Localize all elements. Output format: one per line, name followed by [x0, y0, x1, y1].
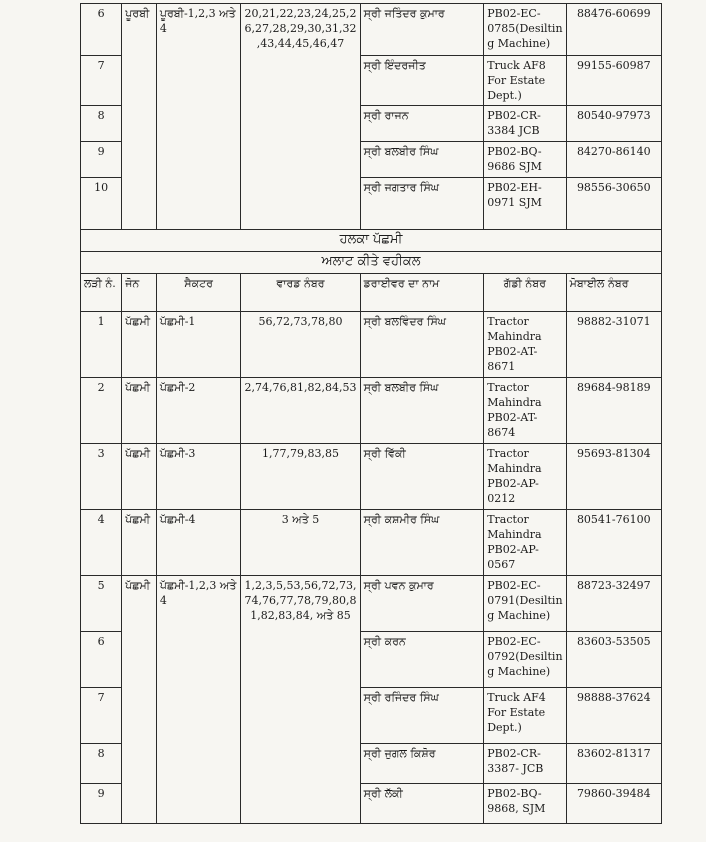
- zone-cell: ਪੱਛਮੀ: [122, 576, 157, 632]
- mobile-number-cell: 98882-31071: [566, 312, 661, 378]
- header-vehicle: ਗੱਡੀ ਨੰਬਰ: [484, 274, 566, 312]
- ward-numbers-cell: [241, 688, 360, 744]
- sector-cell: ਪੱਛਮੀ-3: [156, 444, 241, 510]
- driver-name-cell: ਸ੍ਰੀ ਜਗਤਾਰ ਸਿੰਘ: [360, 178, 484, 230]
- ward-numbers-cell: [241, 142, 360, 178]
- sector-cell: ਪੱਛਮੀ-1: [156, 312, 241, 378]
- zone-cell: ਪੱਛਮੀ: [122, 510, 157, 576]
- sector-cell: ਪੱਛਮੀ-4: [156, 510, 241, 576]
- vehicle-number-cell: PB02-BQ-9686 SJM: [484, 142, 566, 178]
- section-title-row: [81, 230, 662, 252]
- ward-numbers-cell: [241, 744, 360, 784]
- driver-name-cell: ਸ੍ਰੀ ਇੰਦਰਜੀਤ: [360, 56, 484, 106]
- ward-numbers-cell: [241, 56, 360, 106]
- ward-numbers-cell: 1,77,79,83,85: [241, 444, 360, 510]
- table-row: [81, 178, 662, 230]
- table-row: [81, 444, 662, 510]
- serial-number: 9: [81, 142, 122, 178]
- vehicle-number-cell: PB02-BQ-9868, SJM: [484, 784, 566, 824]
- serial-number: 9: [81, 784, 122, 824]
- vehicle-number-cell: PB02-EH-0971 SJM: [484, 178, 566, 230]
- zone-cell: ਪੱਛਮੀ: [122, 444, 157, 510]
- driver-name-cell: ਸ੍ਰੀ ਜੁਗਲ ਕਿਸ਼ੋਰ: [360, 744, 484, 784]
- table-row: [81, 142, 662, 178]
- table-row: [81, 688, 662, 744]
- ward-numbers-cell: [241, 784, 360, 824]
- zone-cell: [122, 744, 157, 784]
- mobile-number-cell: 83602-81317: [566, 744, 661, 784]
- vehicle-number-cell: Tractor Mahindra PB02-AT-8671: [484, 312, 566, 378]
- vehicle-number-cell: Truck AF8 For Estate Dept.): [484, 56, 566, 106]
- zone-cell: [122, 784, 157, 824]
- vehicle-number-cell: PB02-EC-0785(Desilting Machine): [484, 4, 566, 56]
- section-subtitle-row: [81, 252, 662, 274]
- mobile-number-cell: 88723-32497: [566, 576, 661, 632]
- zone-cell: ਪੱਛਮੀ: [122, 378, 157, 444]
- table-row: [81, 4, 662, 56]
- vehicle-number-cell: Truck AF4 For Estate Dept.): [484, 688, 566, 744]
- ward-numbers-cell: [241, 106, 360, 142]
- mobile-number-cell: 95693-81304: [566, 444, 661, 510]
- header-zone: ਜੋਨ: [122, 274, 157, 312]
- ward-numbers-cell: 1,2,3,5,53,56,72,73,74,76,77,78,79,80,81,82,83,84, ਅਤੇ 85: [241, 576, 360, 632]
- sector-cell: [156, 178, 241, 230]
- sector-cell: ਪੂਰਬੀ-1,2,3 ਅਤੇ 4: [156, 4, 241, 56]
- serial-number: 2: [81, 378, 122, 444]
- table-row: [81, 576, 662, 632]
- vehicle-number-cell: Tractor Mahindra PB02-AP-0212: [484, 444, 566, 510]
- mobile-number-cell: 79860-39484: [566, 784, 661, 824]
- vehicle-number-cell: Tractor Mahindra PB02-AT-8674: [484, 378, 566, 444]
- driver-name-cell: ਸ੍ਰੀ ਪਵਨ ਕੁਮਾਰ: [360, 576, 484, 632]
- serial-number: 5: [81, 576, 122, 632]
- header-wards: ਵਾਰਡ ਨੰਬਰ: [241, 274, 360, 312]
- vehicle-number-cell: PB02-EC-0791(Desilting Machine): [484, 576, 566, 632]
- table-row: [81, 510, 662, 576]
- zone-cell: ਪੂਰਬੀ: [122, 4, 157, 56]
- mobile-number-cell: 89684-98189: [566, 378, 661, 444]
- ward-numbers-cell: 2,74,76,81,82,84,53: [241, 378, 360, 444]
- ward-numbers-cell: 3 ਅਤੇ 5: [241, 510, 360, 576]
- serial-number: 10: [81, 178, 122, 230]
- mobile-number-cell: 84270-86140: [566, 142, 661, 178]
- zone-cell: [122, 688, 157, 744]
- zone-cell: [122, 56, 157, 106]
- zone-cell: [122, 106, 157, 142]
- ward-numbers-cell: [241, 178, 360, 230]
- table-row: [81, 784, 662, 824]
- driver-name-cell: ਸ੍ਰੀ ਰਜਿੰਦਰ ਸਿੰਘ: [360, 688, 484, 744]
- driver-name-cell: ਸ੍ਰੀ ਕਰਨ: [360, 632, 484, 688]
- driver-name-cell: ਸ੍ਰੀ ਜਤਿੰਦਰ ਕੁਮਾਰ: [360, 4, 484, 56]
- section-subtitle: ਅਲਾਟ ਕੀਤੇ ਵਹੀਕਲ: [81, 252, 662, 274]
- driver-name-cell: ਸ੍ਰੀ ਲੱਕੀ: [360, 784, 484, 824]
- header-sector: ਸੈਕਟਰ: [156, 274, 241, 312]
- sector-cell: ਪੱਛਮੀ-1,2,3 ਅਤੇ 4: [156, 576, 241, 632]
- sector-cell: [156, 142, 241, 178]
- sector-cell: [156, 632, 241, 688]
- mobile-number-cell: 99155-60987: [566, 56, 661, 106]
- header-row: [81, 274, 662, 312]
- table-row: [81, 312, 662, 378]
- serial-number: 7: [81, 688, 122, 744]
- driver-name-cell: ਸ੍ਰੀ ਬਲਬੀਰ ਸਿੰਘ: [360, 142, 484, 178]
- sector-cell: [156, 56, 241, 106]
- vehicle-number-cell: PB02-CR-3384 JCB: [484, 106, 566, 142]
- sector-cell: [156, 784, 241, 824]
- section-title: ਹਲਕਾ ਪੱਛਮੀ: [81, 230, 662, 252]
- serial-number: 4: [81, 510, 122, 576]
- mobile-number-cell: 80540-97973: [566, 106, 661, 142]
- table-row: [81, 378, 662, 444]
- mobile-number-cell: 98888-37624: [566, 688, 661, 744]
- driver-name-cell: ਸ੍ਰੀ ਕਸ਼ਮੀਰ ਸਿੰਘ: [360, 510, 484, 576]
- table-row: [81, 632, 662, 688]
- ward-numbers-cell: 20,21,22,23,24,25,26,27,28,29,30,31,32,43,44,45,46,47: [241, 4, 360, 56]
- header-driver: ਡਰਾਈਵਰ ਦਾ ਨਾਮ: [360, 274, 484, 312]
- header-mobile: ਮੋਬਾਈਲ ਨੰਬਰ: [566, 274, 661, 312]
- serial-number: 7: [81, 56, 122, 106]
- table-row: [81, 744, 662, 784]
- header-serial: ਲੜੀ ਨੰ.: [81, 274, 122, 312]
- zone-cell: [122, 178, 157, 230]
- serial-number: 3: [81, 444, 122, 510]
- driver-name-cell: ਸ੍ਰੀ ਰਾਜਨ: [360, 106, 484, 142]
- driver-name-cell: ਸ੍ਰੀ ਵਿੱਕੀ: [360, 444, 484, 510]
- vehicle-number-cell: PB02-CR-3387- JCB: [484, 744, 566, 784]
- serial-number: 6: [81, 4, 122, 56]
- vehicle-number-cell: PB02-EC-0792(Desilting Machine): [484, 632, 566, 688]
- vehicle-allocation-table: [80, 3, 662, 824]
- serial-number: 8: [81, 744, 122, 784]
- table-row: [81, 56, 662, 106]
- sector-cell: [156, 688, 241, 744]
- serial-number: 1: [81, 312, 122, 378]
- zone-cell: [122, 632, 157, 688]
- driver-name-cell: ਸ੍ਰੀ ਬਲਵਿੰਦਰ ਸਿੰਘ: [360, 312, 484, 378]
- serial-number: 6: [81, 632, 122, 688]
- sector-cell: ਪੱਛਮੀ-2: [156, 378, 241, 444]
- sector-cell: [156, 744, 241, 784]
- mobile-number-cell: 83603-53505: [566, 632, 661, 688]
- vehicle-number-cell: Tractor Mahindra PB02-AP-0567: [484, 510, 566, 576]
- table-row: [81, 106, 662, 142]
- ward-numbers-cell: [241, 632, 360, 688]
- ward-numbers-cell: 56,72,73,78,80: [241, 312, 360, 378]
- zone-cell: ਪੱਛਮੀ: [122, 312, 157, 378]
- sector-cell: [156, 106, 241, 142]
- mobile-number-cell: 80541-76100: [566, 510, 661, 576]
- mobile-number-cell: 88476-60699: [566, 4, 661, 56]
- mobile-number-cell: 98556-30650: [566, 178, 661, 230]
- driver-name-cell: ਸ੍ਰੀ ਬਲਬੀਰ ਸਿੰਘ: [360, 378, 484, 444]
- zone-cell: [122, 142, 157, 178]
- serial-number: 8: [81, 106, 122, 142]
